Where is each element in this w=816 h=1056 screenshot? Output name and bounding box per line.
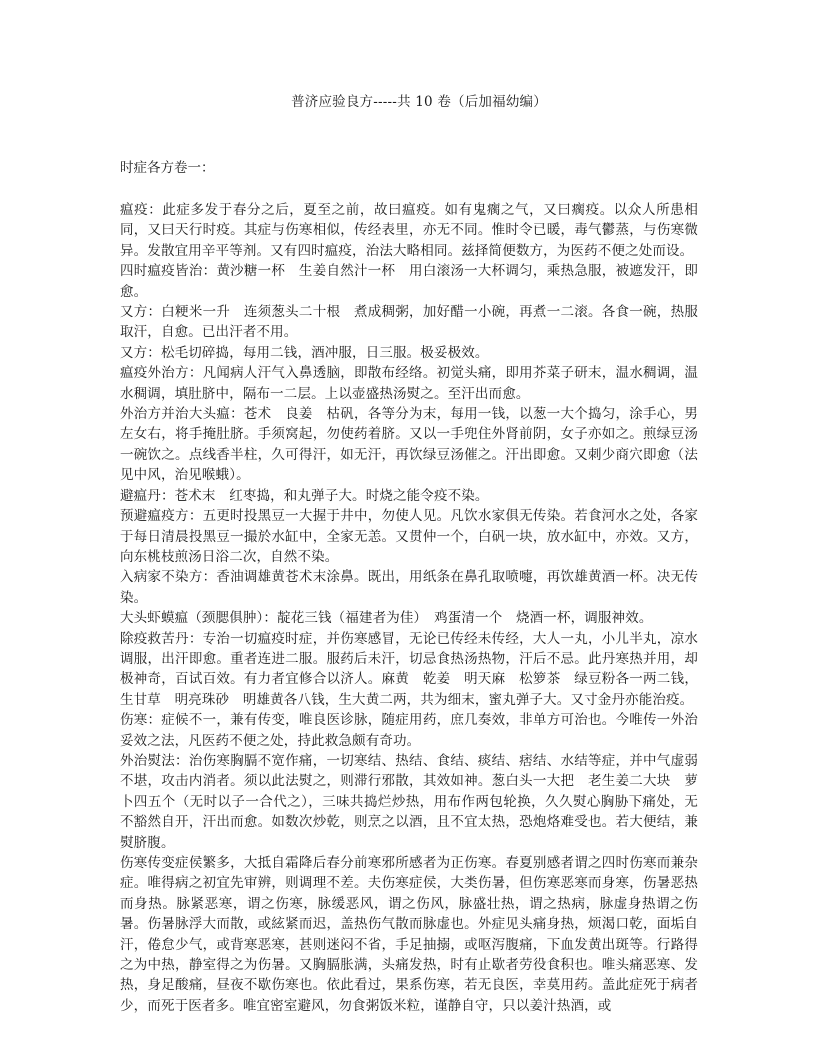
paragraph-wenyi: 瘟疫：此症多发于春分之后，夏至之前，故曰瘟疫。如有鬼瘸之气，又曰瘸疫。以众人所患相同，又曰天行时疫。其症与伤寒相似，传经表里，亦无不同。惟时令已暖，毒气鬱蒸，与伤寒微异。发散宜用辛平等剂。又有四时瘟疫，治法大略相同。兹择简便数方，为医药不便之处而设。 (120, 202, 698, 259)
paragraph-bingjia-buran: 入病家不染方：香油调雄黄苍术末涂鼻。既出，用纸条在鼻孔取喷嚏，再饮雄黄酒一杯。决无传染。 (120, 569, 698, 606)
paragraph-datou-wen: 外治方并治大头瘟：苍术 良姜 枯矾，各等分为末，每用一钱，以葱一大个捣匀，涂手心，男左女右，将手掩肚脐。手须窝起，勿使药着脐。又以一手兜住外肾前阴，女子亦如之。煎绿豆汤一碗饮之。点线香半柱，久可得汗，如无汗，再饮绿豆汤催之。汗出即愈。又刺少商穴即愈（法见中风，治见喉蛾）。 (120, 406, 698, 484)
paragraph-yubi-wenyi: 预避瘟疫方：五更时投黑豆一大握于井中，勿使人见。凡饮水家俱无传染。若食河水之处，各家于每日清晨投黑豆一撮於水缸中，全家无恙。又贯仲一个，白矾一块，放水缸中，亦效。又方，向东桃枝煎汤日浴二次，自然不染。 (120, 508, 698, 565)
paragraph-sishi-wenyi: 四时瘟疫皆治：黄沙糖一杯 生姜自然汁一杯 用白滚汤一大杯调匀，乘热急服，被遮发汗，即愈。 (120, 263, 698, 300)
document-page (120, 92, 698, 1016)
paragraph-waizhi-yunfa: 外治熨法：治伤寒胸膈不宽作痛，一切寒结、热结、食结、痰结、痞结、水结等症，并中气虚弱不堪，攻击内消者。须以此法熨之，则滞行邪散，其效如神。葱白头一大把 老生姜二大块 萝卜四五个（无时以子一合代之），三味共捣烂炒热，用布作两包轮换，久久熨心胸胁下痛处，无不豁然自开，汗出而愈。如数次炒乾，则烹之以酒，且不宜太热，恐炮烙难受也。若大便结，兼熨脐腹。 (120, 752, 698, 851)
paragraph-shanghan: 伤寒：症候不一，兼有传变，唯良医诊脉，随症用药，庶几奏效，非单方可治也。今唯传一外治妥效之法，凡医药不便之处，持此救急颇有奇功。 (120, 712, 698, 749)
paragraph-shanghan-chuanbian: 伤寒传变症侯繁多，大抵自霜降后春分前寒邪所感者为正伤寒。春夏别感者谓之四时伤寒而兼杂症。唯得病之初宜先审辨，则调理不差。夫伤寒症侯，大类伤暑，但伤寒恶寒而身寒，伤暑恶热而身热。脉紧恶寒，谓之伤寒，脉缓恶风，谓之伤风，脉盛壮热，谓之热病，脉虚身热谓之伤暑。伤暑脉浮大而散，或絃紧而迟，盖热伤气散而脉虚也。外症见头痛身热，烦渴口乾，面垢自汗，倦怠少气，或背寒恶寒，甚则迷闷不省，手足抽搦，或呕泻腹痛，下血发黄出斑等。行路得之为中热，静室得之为伤暑。又胸膈胀满，头痛发热，时有止歇者劳役食积也。唯头痛恶寒、发热，身足酸痛，昼夜不歇伤寒也。依此看过，果系伤寒，若无良医，幸莫用药。盖此症死于病者少，而死于医者多。唯宜密室避风，勿食粥饭米粒，谨静自守，只以姜汁热酒，或 (120, 855, 698, 1014)
paragraph-hama-wen: 大头虾蟆瘟（颈腮俱肿）：靛花三钱（福建者为佳） 鸡蛋清一个 烧酒一杯，调服神效。 (120, 610, 653, 627)
document-body (120, 200, 698, 1016)
paragraph-biwen-dan: 避瘟丹：苍术末 红枣捣，和丸弹子大。时烧之能令疫不染。 (120, 487, 489, 504)
section-title: 时症各方卷一： (120, 160, 215, 176)
paragraph-youfang-1: 又方：白粳米一升 连须葱头二十根 煮成稠粥，加好醋一小碗，再煮一二滚。各食一碗，热服取汗，自愈。已出汗者不用。 (120, 304, 698, 341)
paragraph-waizhi-fang: 瘟疫外治方：凡闻病人汗气入鼻透脑，即散布经络。初觉头痛，即用芥菜子研末，温水稠调，温水稠调，填肚脐中，隔布一二层。上以壶盛热汤熨之。至汗出而愈。 (120, 365, 698, 402)
document-title: 普济应验良方-----共 10 卷（后加福幼编） (291, 94, 547, 110)
paragraph-chuyi-jiuku-dan: 除疫救苦丹：专治一切瘟疫时症，并伤寒感冒，无论已传经未传经，大人一丸，小儿半丸，凉水调服，出汗即愈。重者连进二服。服药后未汗，切忌食热汤热物，汗后不忌。此丹寒热并用，却极神奇，百试百效。有力者宜修合以济人。麻黄 乾姜 明天麻 松箩茶 绿豆粉各一两二钱，生甘草 明亮珠砂 明雄黄各八钱，生大黄二两，共为细末，蜜丸弹子大。又寸金丹亦能治疫。 (120, 630, 698, 708)
paragraph-youfang-2: 又方：松毛切碎捣，每用二钱，酒冲服，日三服。极妥极效。 (120, 344, 489, 361)
